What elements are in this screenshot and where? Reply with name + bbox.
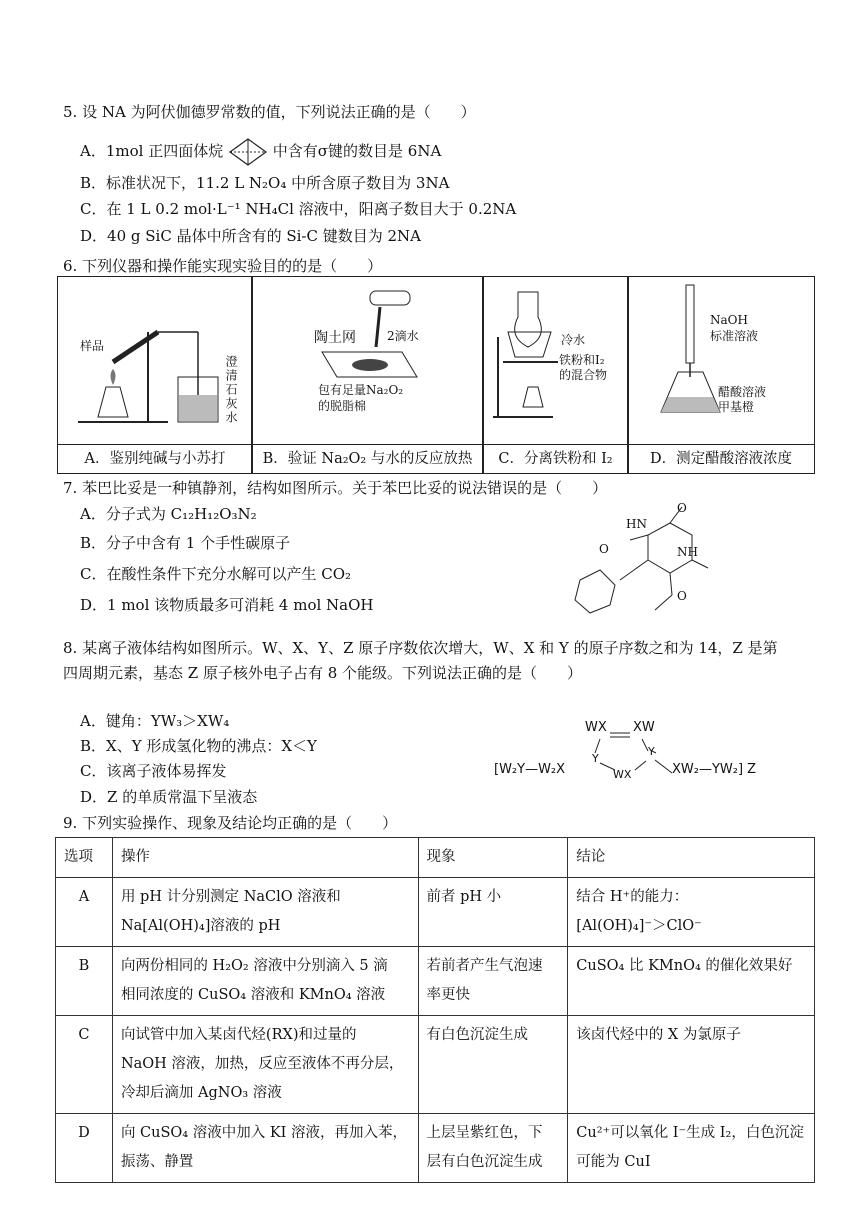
row-operation: 用 pH 计分别测定 NaClO 溶液和 Na[Al(OH)₄]溶液的 pH: [112, 878, 418, 947]
table-row: [56, 1016, 815, 1114]
sublimation-apparatus-icon: [483, 277, 628, 445]
standard-solution-label: 标准溶液: [710, 329, 759, 343]
row-conclusion: 结合 H⁺的能力： [Al(OH)₄]⁻＞ClO⁻: [568, 878, 815, 947]
q8-option-a: A．键角：YW₃＞XW₄: [80, 712, 230, 730]
struct-o-label-3: O: [677, 589, 687, 603]
q8-stem-line1: 8. 某离子液体结构如图所示。W、X、Y、Z 原子序数依次增大，W、X 和 Y 的原子序数之和为 14，Z 是第: [63, 639, 778, 657]
q7-option-c: C．在酸性条件下充分水解可以产生 CO₂: [80, 565, 352, 583]
mixture-label: 铁粉和I₂: [559, 353, 605, 367]
struct-wx-top-label: WX: [585, 720, 607, 735]
struct-right-chain-label: XW₂—YW₂] Z: [672, 762, 757, 777]
cotton-label: 包有足量Na₂O₂: [318, 383, 404, 397]
struct-y-right-label: Y: [648, 745, 655, 758]
q7-option-a: A．分子式为 C₁₂H₁₂O₃N₂: [80, 505, 257, 523]
q7-option-b: B．分子中含有 1 个手性碳原子: [80, 534, 291, 552]
q5-option-c: C．在 1 L 0.2 mol·L⁻¹ NH₄Cl 溶液中，阳离子数目大于 0.2NA: [80, 200, 517, 218]
phenobarbital-structure: [560, 495, 720, 625]
q9-table: [55, 837, 815, 1183]
acetic-acid-label: 醋酸溶液: [718, 385, 767, 399]
struct-o-label-1: O: [677, 501, 687, 515]
titration-apparatus-icon: [628, 277, 814, 445]
row-option: A: [56, 878, 113, 947]
row-phenomenon: 前者 pH 小: [418, 878, 568, 947]
q8-option-b: B．X、Y 形成氢化物的沸点：X＜Y: [80, 737, 317, 755]
table-header-row: [56, 838, 815, 878]
q6-caption-c: C．分离铁粉和 I₂: [483, 444, 628, 473]
tetrahedrane-icon: [228, 137, 268, 167]
q9-stem: 9. 下列实验操作、现象及结论均正确的是（ ）: [63, 814, 398, 832]
row-conclusion: Cu²⁺可以氧化 I⁻生成 I₂，白色沉淀 可能为 CuI: [568, 1114, 815, 1183]
q6-stem: 6. 下列仪器和操作能实现实验目的的是（ ）: [63, 257, 383, 275]
struct-left-chain-label: [W₂Y—W₂X: [494, 762, 566, 777]
q6-caption-d: D．测定醋酸溶液浓度: [628, 444, 814, 473]
row-option: D: [56, 1114, 113, 1183]
cotton-label-2: 的脱脂棉: [318, 399, 367, 413]
q6-panel-b: [251, 276, 484, 474]
table-row: [56, 878, 815, 947]
row-option: C: [56, 1016, 113, 1114]
table-row: [56, 947, 815, 1016]
header-conclusion: 结论: [568, 838, 815, 878]
q6-panel-c: [482, 276, 629, 474]
q5-stem: 5. 设 NA 为阿伏伽德罗常数的值，下列说法正确的是（ ）: [63, 103, 476, 121]
q5-option-b: B．标准状况下，11.2 L N₂O₄ 中所含原子数目为 3NA: [80, 174, 450, 192]
q8-stem-line2: 四周期元素，基态 Z 原子核外电子占有 8 个能级。下列说法正确的是（ ）: [63, 664, 583, 682]
row-conclusion: 该卤代烃中的 X 为氯原子: [568, 1016, 815, 1114]
q6-panel-a: [57, 276, 253, 474]
mixture-label-2: 的混合物: [559, 368, 608, 382]
clay-mesh-label: 陶土网: [314, 330, 356, 346]
methyl-orange-label: 甲基橙: [718, 400, 755, 414]
header-phenomenon: 现象: [418, 838, 568, 878]
row-conclusion: CuSO₄ 比 KMnO₄ 的催化效果好: [568, 947, 815, 1016]
row-operation: 向两份相同的 H₂O₂ 溶液中分别滴入 5 滴 相同浓度的 CuSO₄ 溶液和 KMnO₄ 溶液: [112, 947, 418, 1016]
row-operation: 向试管中加入某卤代烃(RX)和过量的 NaOH 溶液，加热，反应至液体不再分层， 冷却后滴加 AgNO₃ 溶液: [112, 1016, 418, 1114]
clay-mesh-apparatus-icon: [252, 277, 483, 445]
row-phenomenon: 若前者产生气泡速 率更快: [418, 947, 568, 1016]
sample-label: 样品: [80, 339, 105, 353]
struct-wx-bottom-label: WX: [613, 768, 632, 781]
row-operation: 向 CuSO₄ 溶液中加入 KI 溶液，再加入苯， 振荡、静置: [112, 1114, 418, 1183]
q6-caption-b: B．验证 Na₂O₂ 与水的反应放热: [252, 444, 483, 473]
row-phenomenon: 有白色沉淀生成: [418, 1016, 568, 1114]
struct-xw-top-label: XW: [633, 720, 655, 735]
struct-y-left-label: Y: [592, 752, 599, 765]
q6-panel-d: [627, 276, 815, 474]
naoh-label: NaOH: [710, 313, 748, 327]
q7-option-d: D．1 mol 该物质最多可消耗 4 mol NaOH: [80, 596, 374, 614]
q8-option-d: D．Z 的单质常温下呈液态: [80, 788, 258, 806]
struct-o-label-2: O: [599, 542, 609, 556]
q6-caption-a: A．鉴别纯碱与小苏打: [58, 444, 252, 473]
q5-option-d: D．40 g SiC 晶体中所含有的 Si-C 键数目为 2NA: [80, 227, 421, 245]
header-option: 选项: [56, 838, 113, 878]
struct-nh-label: NH: [677, 545, 698, 559]
q7-stem: 7. 苯巴比妥是一种镇静剂，结构如图所示。关于苯巴比妥的说法错误的是（ ）: [63, 479, 608, 497]
limewater-label: 澄清石灰水: [224, 355, 238, 425]
row-option: B: [56, 947, 113, 1016]
row-phenomenon: 上层呈紫红色，下 层有白色沉淀生成: [418, 1114, 568, 1183]
header-operation: 操作: [112, 838, 418, 878]
cold-water-label: 冷水: [561, 333, 586, 347]
q5-option-a: A．1mol 正四面体烷 中含有σ键的数目是 6NA: [80, 137, 441, 167]
q8-option-c: C．该离子液体易挥发: [80, 762, 227, 780]
water-drops-label: 2滴水: [387, 329, 419, 343]
struct-hn-label: HN: [626, 517, 647, 531]
table-row: [56, 1114, 815, 1183]
